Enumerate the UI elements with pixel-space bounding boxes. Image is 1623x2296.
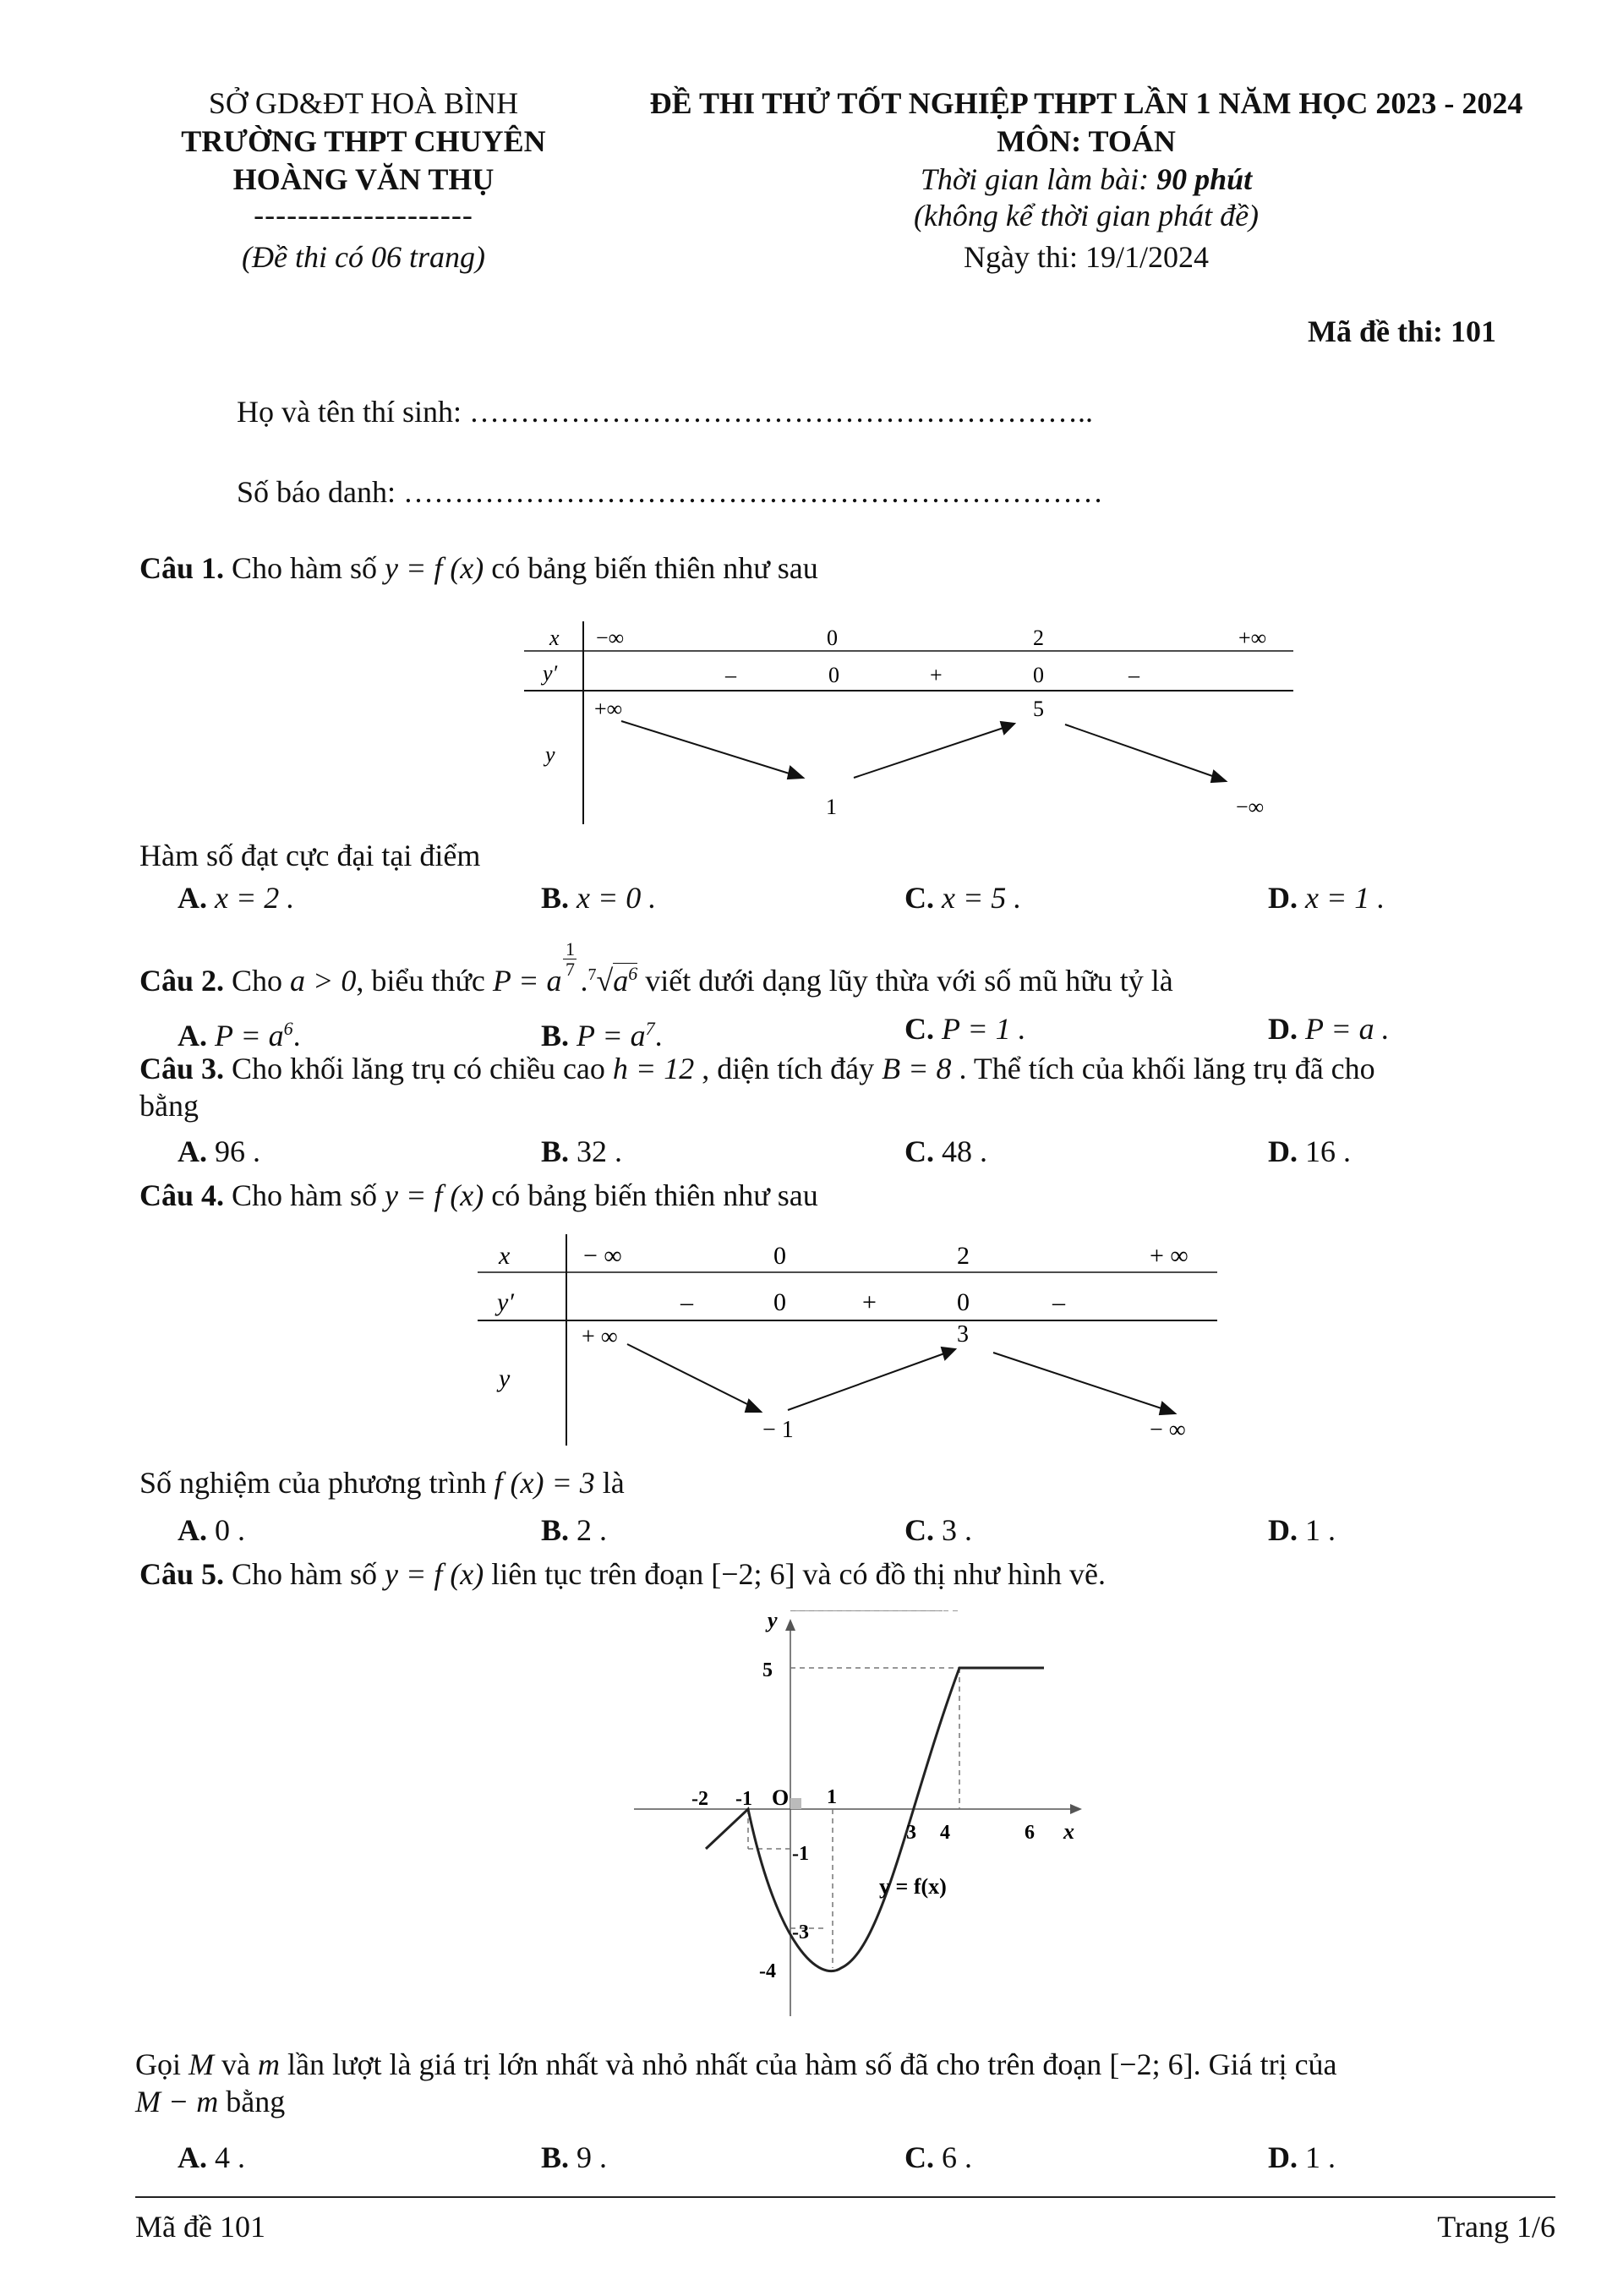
pages-note: (Đề thi có 06 trang) <box>242 240 485 274</box>
t2-x-label: x <box>499 1242 511 1270</box>
t2-x-plus-inf: + ∞ <box>1150 1242 1189 1270</box>
exam-duration: Thời gian làm bài: 90 phút <box>920 162 1253 196</box>
q2-option-a[interactable]: A. $P = a^6$. <box>178 1018 301 1052</box>
q5-option-a[interactable]: A. 4 . <box>178 2140 245 2174</box>
candidate-id-line[interactable]: Số báo danh: …………………………………………………………… <box>237 475 1103 509</box>
curve-label: y = f(x) <box>879 1874 947 1899</box>
t1-sign-zero-2: 0 <box>1033 663 1044 687</box>
exam-code: Mã đề thi: 101 <box>1308 314 1496 348</box>
y-tick-5: 5 <box>762 1659 773 1681</box>
x-tick-4: 4 <box>940 1822 950 1844</box>
q2-option-c[interactable]: C. P = 1 . <box>904 1012 1026 1046</box>
q2-exp-denominator: 7 <box>565 959 575 980</box>
t1-x-2: 2 <box>1033 626 1044 650</box>
t2-y-minus-inf: − ∞ <box>1150 1417 1186 1443</box>
footer-code: Mã đề 101 <box>135 2210 265 2244</box>
radical-icon: √ <box>596 964 614 998</box>
t2-sign-zero-2: 0 <box>957 1288 970 1316</box>
q1-option-b[interactable]: B. x = 0 . <box>541 881 657 915</box>
dashed-guides <box>748 1668 959 1968</box>
q2-root-index: 7 <box>587 965 597 984</box>
y-tick-minus-1: -1 <box>792 1843 809 1865</box>
x-tick-3: 3 <box>906 1822 916 1844</box>
q2-exp-numerator: 1 <box>565 938 575 959</box>
t1-y-5: 5 <box>1033 697 1044 721</box>
x-tick-minus-2: -2 <box>691 1788 708 1810</box>
t1-sign-2: + <box>930 663 943 687</box>
t1-sign-zero-1: 0 <box>828 663 839 687</box>
q4-option-d[interactable]: D. 1 . <box>1268 1513 1336 1547</box>
q4-option-a[interactable]: A. 0 . <box>178 1513 245 1547</box>
exam-date: Ngày thi: 19/1/2024 <box>964 240 1209 274</box>
x-axis-label: x <box>1063 1819 1074 1844</box>
question-4-stem: Câu 4. Cho hàm số y = f (x) có bảng biến thiên như sau <box>139 1178 818 1212</box>
t1-x-minus-inf: −∞ <box>596 626 625 650</box>
t2-x-minus-inf: − ∞ <box>583 1242 622 1270</box>
t2-sign-2: + <box>862 1288 877 1316</box>
x-tick-1: 1 <box>827 1786 837 1808</box>
department: SỞ GD&ĐT HOÀ BÌNH <box>208 86 519 120</box>
q3-option-b[interactable]: B. 32 . <box>541 1134 623 1168</box>
t2-sign-3: – <box>1052 1288 1065 1316</box>
page-number: Trang 1/6 <box>1437 2210 1555 2244</box>
header-divider: -------------------- <box>254 198 473 232</box>
question-3-stem: Câu 3. Cho khối lăng trụ có chiều cao h = 12 , diện tích đáy B = 8 . Thể tích của khối lăng trụ đã cho bằng <box>139 1052 1375 1123</box>
school-name-line2: HOÀNG VĂN THỤ <box>232 162 495 196</box>
t2-sign-zero-1: 0 <box>773 1288 786 1316</box>
t2-sign-1: – <box>680 1288 693 1316</box>
q1-option-c[interactable]: C. x = 5 . <box>904 881 1022 915</box>
function-graph <box>634 1610 1090 2033</box>
q3-option-d[interactable]: D. 16 . <box>1268 1134 1351 1168</box>
exam-title: ĐỀ THI THỬ TỐT NGHIỆP THPT LẦN 1 NĂM HỌC 2023 - 2024 <box>649 86 1523 120</box>
q3-option-c[interactable]: C. 48 . <box>904 1134 987 1168</box>
footer-rule <box>135 2196 1555 2198</box>
t1-sign-1: – <box>725 663 736 687</box>
candidate-name-line[interactable]: Họ và tên thí sinh: …………………………………………………….. <box>237 395 1093 429</box>
q3-option-a[interactable]: A. 96 . <box>178 1134 260 1168</box>
question-1-ask: Hàm số đạt cực đại tại điểm <box>139 839 481 872</box>
t2-y-label: y <box>499 1364 511 1392</box>
q5-option-c[interactable]: C. 6 . <box>904 2140 972 2174</box>
duration-note: (không kể thời gian phát đề) <box>913 199 1260 232</box>
x-tick-6: 6 <box>1025 1822 1035 1844</box>
t1-x-plus-inf: +∞ <box>1238 626 1267 650</box>
t1-sign-3: – <box>1128 663 1139 687</box>
x-tick-minus-1: -1 <box>735 1788 752 1810</box>
q2-option-d[interactable]: D. P = a . <box>1268 1012 1390 1046</box>
origin-label: O <box>772 1785 790 1810</box>
y-tick-minus-3: -3 <box>792 1922 809 1943</box>
t2-y-plus-inf: + ∞ <box>582 1324 618 1350</box>
y-tick-minus-4: -4 <box>759 1960 776 1982</box>
y-axis-label: y <box>768 1610 778 1632</box>
t2-y-3: 3 <box>957 1321 969 1348</box>
q4-option-c[interactable]: C. 3 . <box>904 1513 972 1547</box>
variation-table-1 <box>507 613 1302 828</box>
t1-y-minus-inf: −∞ <box>1236 795 1265 819</box>
question-1-stem: Câu 1. Cho hàm số y = f (x) có bảng biến thiên như sau <box>139 551 818 585</box>
t1-x-0: 0 <box>827 626 838 650</box>
t1-y-plus-inf: +∞ <box>594 697 623 721</box>
school-name-line1: TRƯỜNG THPT CHUYÊN <box>181 124 546 158</box>
t2-y-minus-1: − 1 <box>762 1417 794 1443</box>
q1-option-d[interactable]: D. x = 1 . <box>1268 881 1385 915</box>
function-curve <box>706 1668 1044 1971</box>
q4-option-b[interactable]: B. 2 . <box>541 1513 608 1547</box>
t2-yprime-label: y′ <box>497 1288 514 1316</box>
t1-y-1: 1 <box>826 795 837 819</box>
q5-option-b[interactable]: B. 9 . <box>541 2140 608 2174</box>
q1-option-a[interactable]: A. x = 2 . <box>178 881 295 915</box>
t1-yprime-label: y′ <box>543 661 558 686</box>
q2-option-b[interactable]: B. $P = a^7$. <box>541 1018 663 1052</box>
q5-option-d[interactable]: D. 1 . <box>1268 2140 1336 2174</box>
question-5-stem: Câu 5. Cho hàm số y = f (x) liên tục trên đoạn [−2; 6] và có đồ thị như hình vẽ. <box>139 1557 1106 1591</box>
t1-y-label: y <box>545 742 555 767</box>
question-2-stem: Câu 2. Cho a > 0, biểu thức P = a $\frac{1}{7}$ $.^7√a^6$ viết dưới dạng lũy thừa với số mũ hữu tỷ là <box>139 938 1173 998</box>
t2-x-2: 2 <box>957 1242 970 1270</box>
subject: MÔN: TOÁN <box>997 124 1176 158</box>
question-5-ask: Gọi M và m lần lượt là giá trị lớn nhất và nhỏ nhất của hàm số đã cho trên đoạn [−2; 6]. Giá trị của M − m bằng <box>135 2047 1337 2118</box>
question-4-ask: Số nghiệm của phương trình f (x) = 3 là <box>139 1466 625 1500</box>
t1-x-label: x <box>549 626 560 650</box>
right-angle-mark <box>790 1798 801 1809</box>
t2-x-0: 0 <box>773 1242 786 1270</box>
variation-table-2 <box>473 1226 1234 1450</box>
